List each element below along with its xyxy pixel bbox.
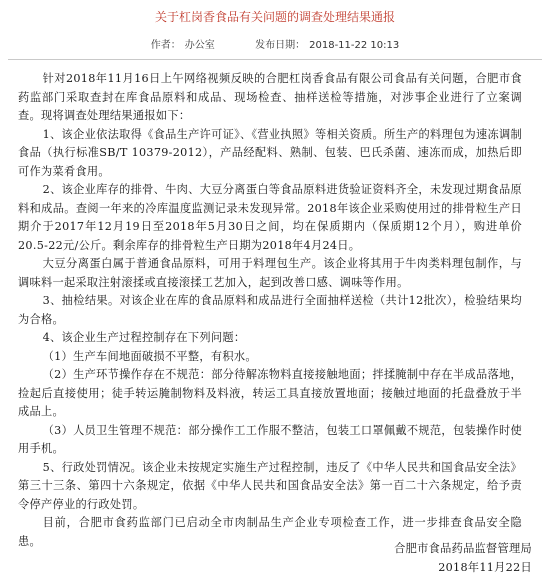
header-divider bbox=[8, 59, 542, 60]
page-title: 关于杠岗香食品有关问题的调查处理结果通报 bbox=[154, 10, 395, 24]
author-name: 办公室 bbox=[184, 40, 215, 51]
paragraph-item-1: 1、该企业依法取得《食品生产许可证》、《营业执照》等相关资质。所生产的料理包为速冻调制食品（执行标准SB/T 10379-2012），产品经配料、熟制、包装、巴氏杀菌、速冻而成，加热后即可作为菜肴食用。 bbox=[18, 127, 522, 178]
signature-date: 2018年11月22日 bbox=[438, 560, 532, 574]
publish-date: 2018-11-22 10:13 bbox=[309, 40, 400, 51]
paragraph-conclusion: 目前，合肥市食药监部门已启动全市肉制品生产企业专项检查工作，进一步排查食品安全隐患。 bbox=[18, 516, 522, 548]
signature-block bbox=[394, 540, 532, 577]
article-body bbox=[18, 70, 522, 551]
paragraph-item-4: 4、该企业生产过程控制存在下列问题： bbox=[42, 331, 246, 344]
signature-org: 合肥市食品药品监督管理局 bbox=[394, 542, 532, 555]
publish-date-label: 发布日期： bbox=[255, 40, 306, 51]
author-label: 作者： bbox=[150, 40, 181, 51]
article-meta bbox=[0, 39, 550, 53]
paragraph-item-4-1: （1）生产车间地面破损不平整，有积水。 bbox=[42, 349, 257, 363]
paragraph-item-2: 2、该企业库存的排骨、牛肉、大豆分离蛋白等食品原料进货验证资料齐全，未发现过期食品原料和成品。查阅一年来的冷库温度监测记录未发现异常。2018年该企业采购使用过的排骨粒生产日期介于2017年12月19日至2018年5月30日之间，均在保质期内（保质期12个月），购进单价20.5-22元/公斤。剩余库存的排骨粒生产日期为2018年4月24日。 bbox=[18, 183, 522, 252]
paragraph-item-5: 5、行政处罚情况。该企业未按规定实施生产过程控制，违反了《中华人民共和国食品安全法》第三十三条、第四十六条规定，依据《中华人民共和国食品安全法》第一百二十六条规定，给予责令停产停业的行政处罚。 bbox=[18, 460, 522, 511]
paragraph-intro: 针对2018年11月16日上午网络视频反映的合肥杠岗香食品有限公司食品有关问题，合肥市食药监部门采取查封在库食品原料和成品、现场检查、抽样送检等措施，对涉事企业进行了立案调查。现将调查处理结果通报如下： bbox=[18, 72, 522, 122]
paragraph-item-3: 3、抽检结果。对该企业在库的食品原料和成品进行全面抽样送检（共计12批次），检验结果均为合格。 bbox=[18, 294, 522, 326]
paragraph-item-4-2: （2）生产环节操作存在不规范：部分待解冻物料直接接触地面；拌揉腌制中存在半成品落地，捡起后直接使用；徒手转运腌制物料及料液，转运工具直接放置地面；接触过地面的托盘叠放于半成品上。 bbox=[18, 368, 522, 418]
paragraph-item-4-3: （3）人员卫生管理不规范：部分操作工工作服不整洁，包装工口罩佩戴不规范，包装操作时使用手机。 bbox=[18, 423, 522, 455]
paragraph-soy-protein: 大豆分离蛋白属于普通食品原料，可用于料理包生产。该企业将其用于牛肉类料理包制作，与调味料一起采取注射滚揉或直接滚揉工艺加入，起到改善口感、调味等作用。 bbox=[18, 257, 522, 289]
